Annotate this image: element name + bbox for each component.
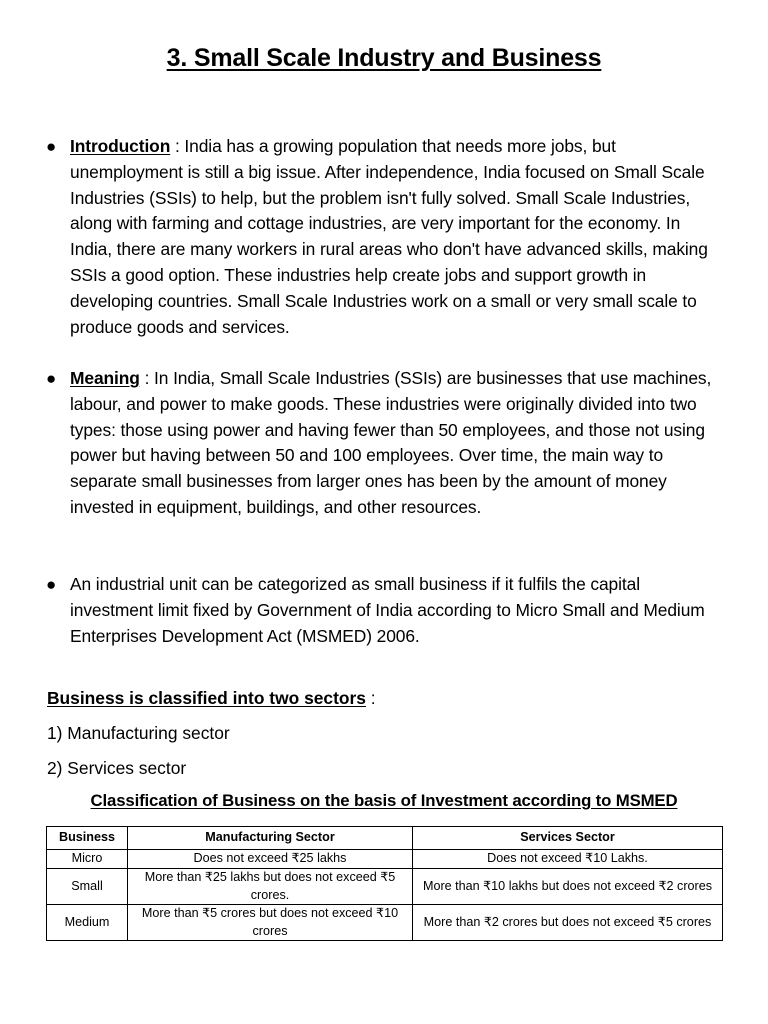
business-type-cell: Medium [47, 905, 128, 941]
header-services: Services Sector [413, 827, 723, 850]
investment-classification-table [46, 826, 723, 941]
bullet-icon: ● [46, 369, 57, 388]
bullet-icon: ● [46, 575, 57, 594]
bullet-icon: ● [46, 137, 57, 156]
introduction-text: : India has a growing population that needs more jobs, but unemployment is still a big issue. After independence, India focused on Small Scale Industries (SSIs) to help, but the problem isn't fully solved. Small Scale Industries, along with farming and cottage industries, are very important for the economy. In India, there are many workers in rural areas who don't have advanced skills, making SSIs a good option. These industries help create jobs and support growth in developing countries. Small Scale Industries work on a small or very small scale to produce goods and services. [70, 136, 708, 337]
header-business: Business [47, 827, 128, 850]
sectors-heading-text: Business is classified into two sectors [47, 688, 366, 708]
page-title: 3. Small Scale Industry and Business [166, 44, 602, 72]
sector-item-manufacturing: 1) Manufacturing sector [47, 723, 230, 743]
sectors-heading-suffix: : [365, 688, 376, 708]
industrial-unit-text: An industrial unit can be categorized as small business if it fulfils the capital investment limit fixed by Government of India according to Micro Small and Medium Enterprises Development Act (MSMED) 2006. [70, 574, 705, 646]
manufacturing-limit-cell: More than ₹5 crores but does not exceed ₹10 crores [128, 905, 413, 941]
bullet-introduction [46, 134, 726, 340]
manufacturing-limit-cell: More than ₹25 lakhs but does not exceed ₹5 crores. [128, 869, 413, 905]
sector-item-services: 2) Services sector [47, 758, 187, 778]
services-limit-cell: More than ₹10 lakhs but does not exceed ₹2 crores [413, 869, 723, 905]
meaning-term: Meaning [70, 368, 140, 388]
table-row [47, 905, 723, 941]
introduction-term: Introduction [70, 136, 171, 156]
table-title: Classification of Business on the basis of Investment according to MSMED [90, 791, 678, 810]
table-row [47, 850, 723, 869]
table-row [47, 869, 723, 905]
manufacturing-limit-cell: Does not exceed ₹25 lakhs [128, 850, 413, 869]
bullet-meaning [46, 366, 726, 521]
table-header-row [47, 827, 723, 850]
services-limit-cell: More than ₹2 crores but does not exceed ₹5 crores [413, 905, 723, 941]
business-type-cell: Small [47, 869, 128, 905]
header-manufacturing: Manufacturing Sector [128, 827, 413, 850]
meaning-text: : In India, Small Scale Industries (SSIs) are businesses that use machines, labour, and power to make goods. These industries were originally divided into two types: those using power and having fewer than 50 employees, and those not using power but having between 50 and 100 employees. Over time, the main way to separate small businesses from larger ones has been by the amount of money invested in equipment, buildings, and other resources. [70, 368, 712, 517]
services-limit-cell: Does not exceed ₹10 Lakhs. [413, 850, 723, 869]
business-type-cell: Micro [47, 850, 128, 869]
bullet-industrial-unit [46, 572, 726, 649]
sectors-heading [47, 685, 376, 711]
